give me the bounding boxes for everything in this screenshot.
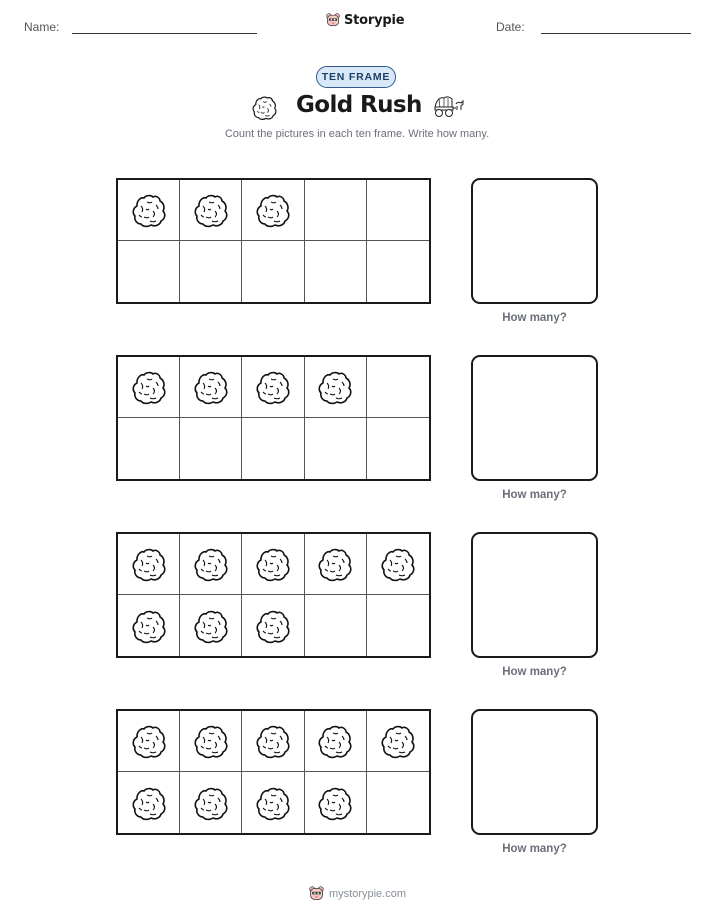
storypie-mascot-icon (308, 885, 325, 902)
ten-frame-cell (367, 534, 429, 595)
ten-frame-cell (180, 180, 242, 241)
ten-frame-cell (118, 595, 180, 656)
ten-frame-cell (367, 241, 429, 302)
date-label: Date: (496, 20, 525, 34)
gold-nugget-icon (253, 544, 293, 584)
gold-nugget-icon (378, 721, 418, 761)
gold-nugget-icon (129, 367, 169, 407)
gold-nugget-icon (191, 606, 231, 646)
ten-frame-cell (367, 180, 429, 241)
gold-nugget-icon (129, 721, 169, 761)
ten-frame (116, 178, 431, 304)
ten-frame (116, 709, 431, 835)
gold-nugget-icon (378, 544, 418, 584)
ten-frame-cell (118, 241, 180, 302)
gold-nugget-icon (315, 721, 355, 761)
covered-wagon-icon (433, 95, 465, 119)
ten-frame-cell (118, 534, 180, 595)
title-row (0, 92, 714, 124)
answer-box[interactable] (471, 178, 598, 304)
ten-frame-cell (242, 711, 304, 772)
ten-frame-cell (367, 418, 429, 479)
ten-frame-badge: TEN FRAME (316, 66, 396, 88)
ten-frame-cell (367, 772, 429, 833)
ten-frame-cell (180, 241, 242, 302)
ten-frame-cell (118, 357, 180, 418)
gold-nugget-icon (253, 783, 293, 823)
ten-frame-cell (367, 711, 429, 772)
page-title: Gold Rush (296, 92, 422, 118)
gold-nugget-icon (191, 544, 231, 584)
how-many-label: How many? (502, 666, 567, 678)
name-line[interactable] (72, 33, 257, 34)
ten-frame-cell (242, 357, 304, 418)
gold-nugget-icon (191, 783, 231, 823)
gold-nugget-icon (191, 367, 231, 407)
answer-box[interactable] (471, 532, 598, 658)
footer (308, 885, 406, 902)
ten-frame-cell (242, 241, 304, 302)
brand-logo (325, 12, 404, 28)
gold-nugget-icon (191, 721, 231, 761)
ten-frame-cell (305, 534, 367, 595)
ten-frame (116, 532, 431, 658)
ten-frame-cell (118, 418, 180, 479)
ten-frame-cell (305, 180, 367, 241)
ten-frame-cell (367, 357, 429, 418)
ten-frame-cell (305, 241, 367, 302)
how-many-label: How many? (502, 312, 567, 324)
ten-frame-cell (242, 772, 304, 833)
ten-frame-cell (242, 180, 304, 241)
ten-frame-cell (180, 595, 242, 656)
ten-frame-cell (118, 772, 180, 833)
ten-frame-cell (118, 711, 180, 772)
name-label: Name: (24, 20, 60, 34)
ten-frame-cell (242, 534, 304, 595)
gold-nugget-icon (253, 606, 293, 646)
ten-frame-cell (305, 711, 367, 772)
ten-frame-cell (180, 418, 242, 479)
gold-nugget-icon (129, 190, 169, 230)
ten-frame-cell (305, 772, 367, 833)
ten-frame-cell (180, 534, 242, 595)
ten-frame-cell (367, 595, 429, 656)
gold-nugget-icon (129, 783, 169, 823)
gold-nugget-icon (315, 783, 355, 823)
gold-nugget-icon (129, 544, 169, 584)
answer-box[interactable] (471, 709, 598, 835)
gold-nugget-icon (191, 190, 231, 230)
footer-url: mystorypie.com (329, 887, 407, 900)
ten-frame-cell (305, 418, 367, 479)
gold-nugget-icon (253, 190, 293, 230)
date-line[interactable] (541, 33, 691, 34)
how-many-label: How many? (502, 489, 567, 501)
gold-nugget-icon (250, 93, 279, 122)
storypie-mascot-icon (325, 12, 341, 28)
ten-frame-cell (180, 772, 242, 833)
ten-frame-cell (118, 180, 180, 241)
gold-nugget-icon (253, 367, 293, 407)
ten-frame-cell (305, 357, 367, 418)
gold-nugget-icon (315, 367, 355, 407)
ten-frame-cell (242, 418, 304, 479)
gold-nugget-icon (253, 721, 293, 761)
ten-frame-cell (180, 357, 242, 418)
gold-nugget-icon (129, 606, 169, 646)
answer-box[interactable] (471, 355, 598, 481)
brand-name: Storypie (344, 12, 405, 28)
ten-frame-cell (180, 711, 242, 772)
gold-nugget-icon (315, 544, 355, 584)
how-many-label: How many? (502, 843, 567, 855)
ten-frame-cell (305, 595, 367, 656)
instructions: Count the pictures in each ten frame. Write how many. (224, 128, 490, 140)
ten-frame (116, 355, 431, 481)
ten-frame-cell (242, 595, 304, 656)
